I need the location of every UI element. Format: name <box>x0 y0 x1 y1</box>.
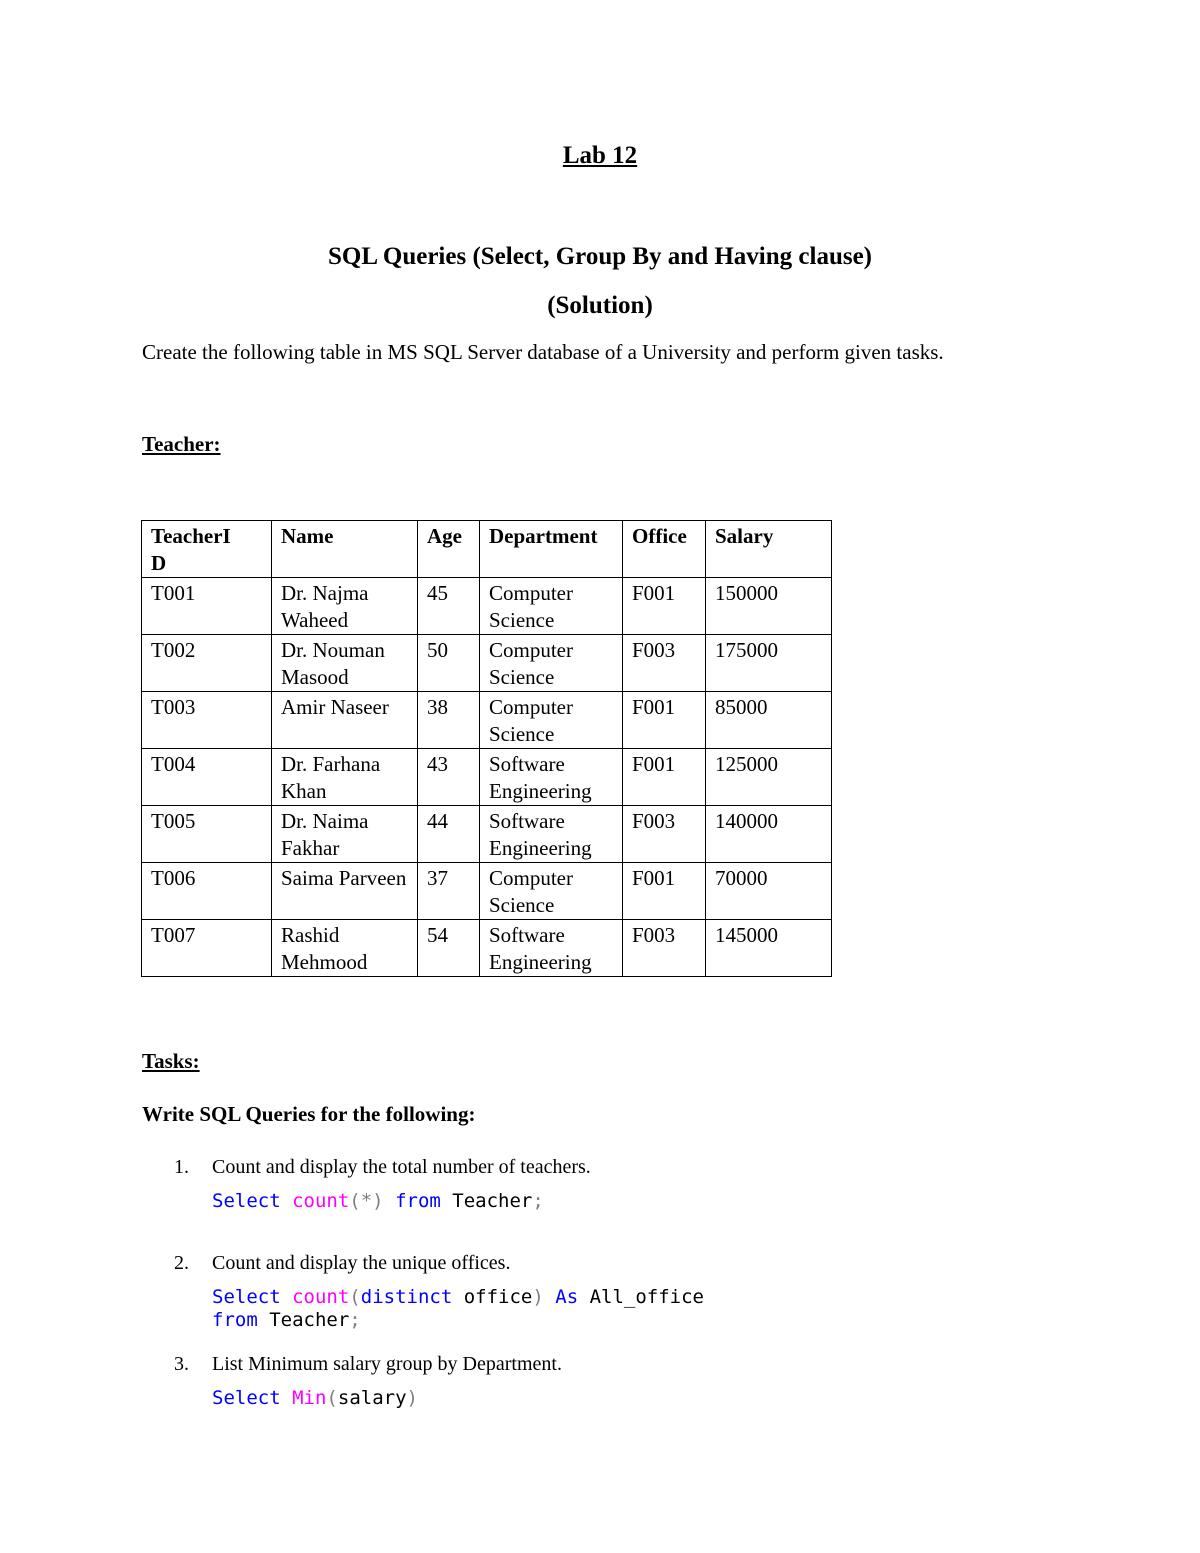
table-row <box>142 578 832 635</box>
table-cell: T007 <box>142 920 272 977</box>
table-cell: Computer Science <box>480 578 623 635</box>
table-cell: F001 <box>623 692 706 749</box>
table-cell: T001 <box>142 578 272 635</box>
task-number: 3. <box>174 1353 189 1375</box>
table-cell: T002 <box>142 635 272 692</box>
sql-code-block <box>212 1387 418 1410</box>
table-cell: 70000 <box>706 863 832 920</box>
table-cell: Saima Parveen <box>272 863 418 920</box>
sql-identifier: Teacher <box>452 1190 533 1212</box>
sql-keyword: Select <box>212 1190 281 1212</box>
sql-operator: ; <box>349 1309 361 1331</box>
table-cell: 85000 <box>706 692 832 749</box>
sql-operator: (*) <box>349 1190 384 1212</box>
table-cell: Software Engineering <box>480 806 623 863</box>
sql-operator: ) <box>406 1387 418 1409</box>
table-cell: F003 <box>623 920 706 977</box>
teacher-heading: Teacher: <box>142 432 221 456</box>
lab-title: Lab 12 <box>562 142 638 169</box>
table-cell: 37 <box>418 863 480 920</box>
sql-keyword: Select <box>212 1387 281 1409</box>
table-cell: T003 <box>142 692 272 749</box>
table-cell: Dr. Nouman Masood <box>272 635 418 692</box>
table-cell: 50 <box>418 635 480 692</box>
table-cell: Software Engineering <box>480 749 623 806</box>
table-cell: Computer Science <box>480 635 623 692</box>
table-cell: 145000 <box>706 920 832 977</box>
table-cell: Dr. Naima Fakhar <box>272 806 418 863</box>
sql-identifier: salary <box>337 1387 407 1409</box>
table-cell: 45 <box>418 578 480 635</box>
table-cell: Dr. Najma Waheed <box>272 578 418 635</box>
table-cell: Rashid Mehmood <box>272 920 418 977</box>
table-cell: Amir Naseer <box>272 692 418 749</box>
table-row <box>142 692 832 749</box>
sql-code-block <box>212 1190 544 1213</box>
task-text: Count and display the unique offices. <box>212 1252 511 1274</box>
table-cell: 43 <box>418 749 480 806</box>
table-cell: T005 <box>142 806 272 863</box>
sql-keyword: from <box>212 1309 258 1331</box>
sql-function: count <box>292 1286 350 1308</box>
table-cell: T004 <box>142 749 272 806</box>
table-cell: F003 <box>623 806 706 863</box>
table-cell: Computer Science <box>480 692 623 749</box>
sql-operator: ( <box>326 1387 338 1409</box>
table-row <box>142 635 832 692</box>
column-header-salary: Salary <box>706 521 832 578</box>
intro-paragraph: Create the following table in MS SQL Server database of a University and perform given tasks. <box>142 340 944 364</box>
task-text: List Minimum salary group by Department. <box>212 1353 562 1375</box>
sql-keyword: As <box>555 1286 579 1308</box>
table-cell: 44 <box>418 806 480 863</box>
table-cell: 150000 <box>706 578 832 635</box>
sql-keyword: from <box>395 1190 441 1212</box>
table-cell: 175000 <box>706 635 832 692</box>
table-cell: 54 <box>418 920 480 977</box>
sql-code-block <box>212 1286 704 1332</box>
sql-identifier: Teacher <box>269 1309 350 1331</box>
sql-function: Min <box>292 1387 327 1409</box>
table-cell: 125000 <box>706 749 832 806</box>
document-subtitle: SQL Queries (Select, Group By and Having clause) <box>327 243 873 270</box>
table-row <box>142 920 832 977</box>
column-header-teacherid: TeacherI D <box>142 521 272 578</box>
table-cell: Software Engineering <box>480 920 623 977</box>
table-cell: F003 <box>623 635 706 692</box>
column-header-age: Age <box>418 521 480 578</box>
table-cell: F001 <box>623 749 706 806</box>
table-cell: F001 <box>623 578 706 635</box>
task-number: 1. <box>174 1156 189 1178</box>
table-row <box>142 863 832 920</box>
sql-identifier: All_office <box>589 1286 704 1308</box>
sql-identifier: office <box>463 1286 533 1308</box>
table-row <box>142 749 832 806</box>
teacher-table <box>141 520 832 977</box>
table-cell: Computer Science <box>480 863 623 920</box>
sql-operator: ; <box>532 1190 544 1212</box>
table-cell: 38 <box>418 692 480 749</box>
tasks-heading: Tasks: <box>142 1049 200 1073</box>
sql-operator: ) <box>532 1286 544 1308</box>
sql-keyword: distinct <box>360 1286 453 1308</box>
task-number: 2. <box>174 1252 189 1274</box>
sql-function: count <box>292 1190 350 1212</box>
table-cell: T006 <box>142 863 272 920</box>
table-header-row <box>142 521 832 578</box>
tasks-instruction: Write SQL Queries for the following: <box>142 1102 476 1126</box>
column-header-department: Department <box>480 521 623 578</box>
sql-operator: ( <box>349 1286 361 1308</box>
column-header-name: Name <box>272 521 418 578</box>
table-cell: 140000 <box>706 806 832 863</box>
table-row <box>142 806 832 863</box>
column-header-office: Office <box>623 521 706 578</box>
sql-keyword: Select <box>212 1286 281 1308</box>
table-cell: Dr. Farhana Khan <box>272 749 418 806</box>
table-cell: F001 <box>623 863 706 920</box>
task-text: Count and display the total number of teachers. <box>212 1156 591 1178</box>
solution-label: (Solution) <box>547 292 653 319</box>
